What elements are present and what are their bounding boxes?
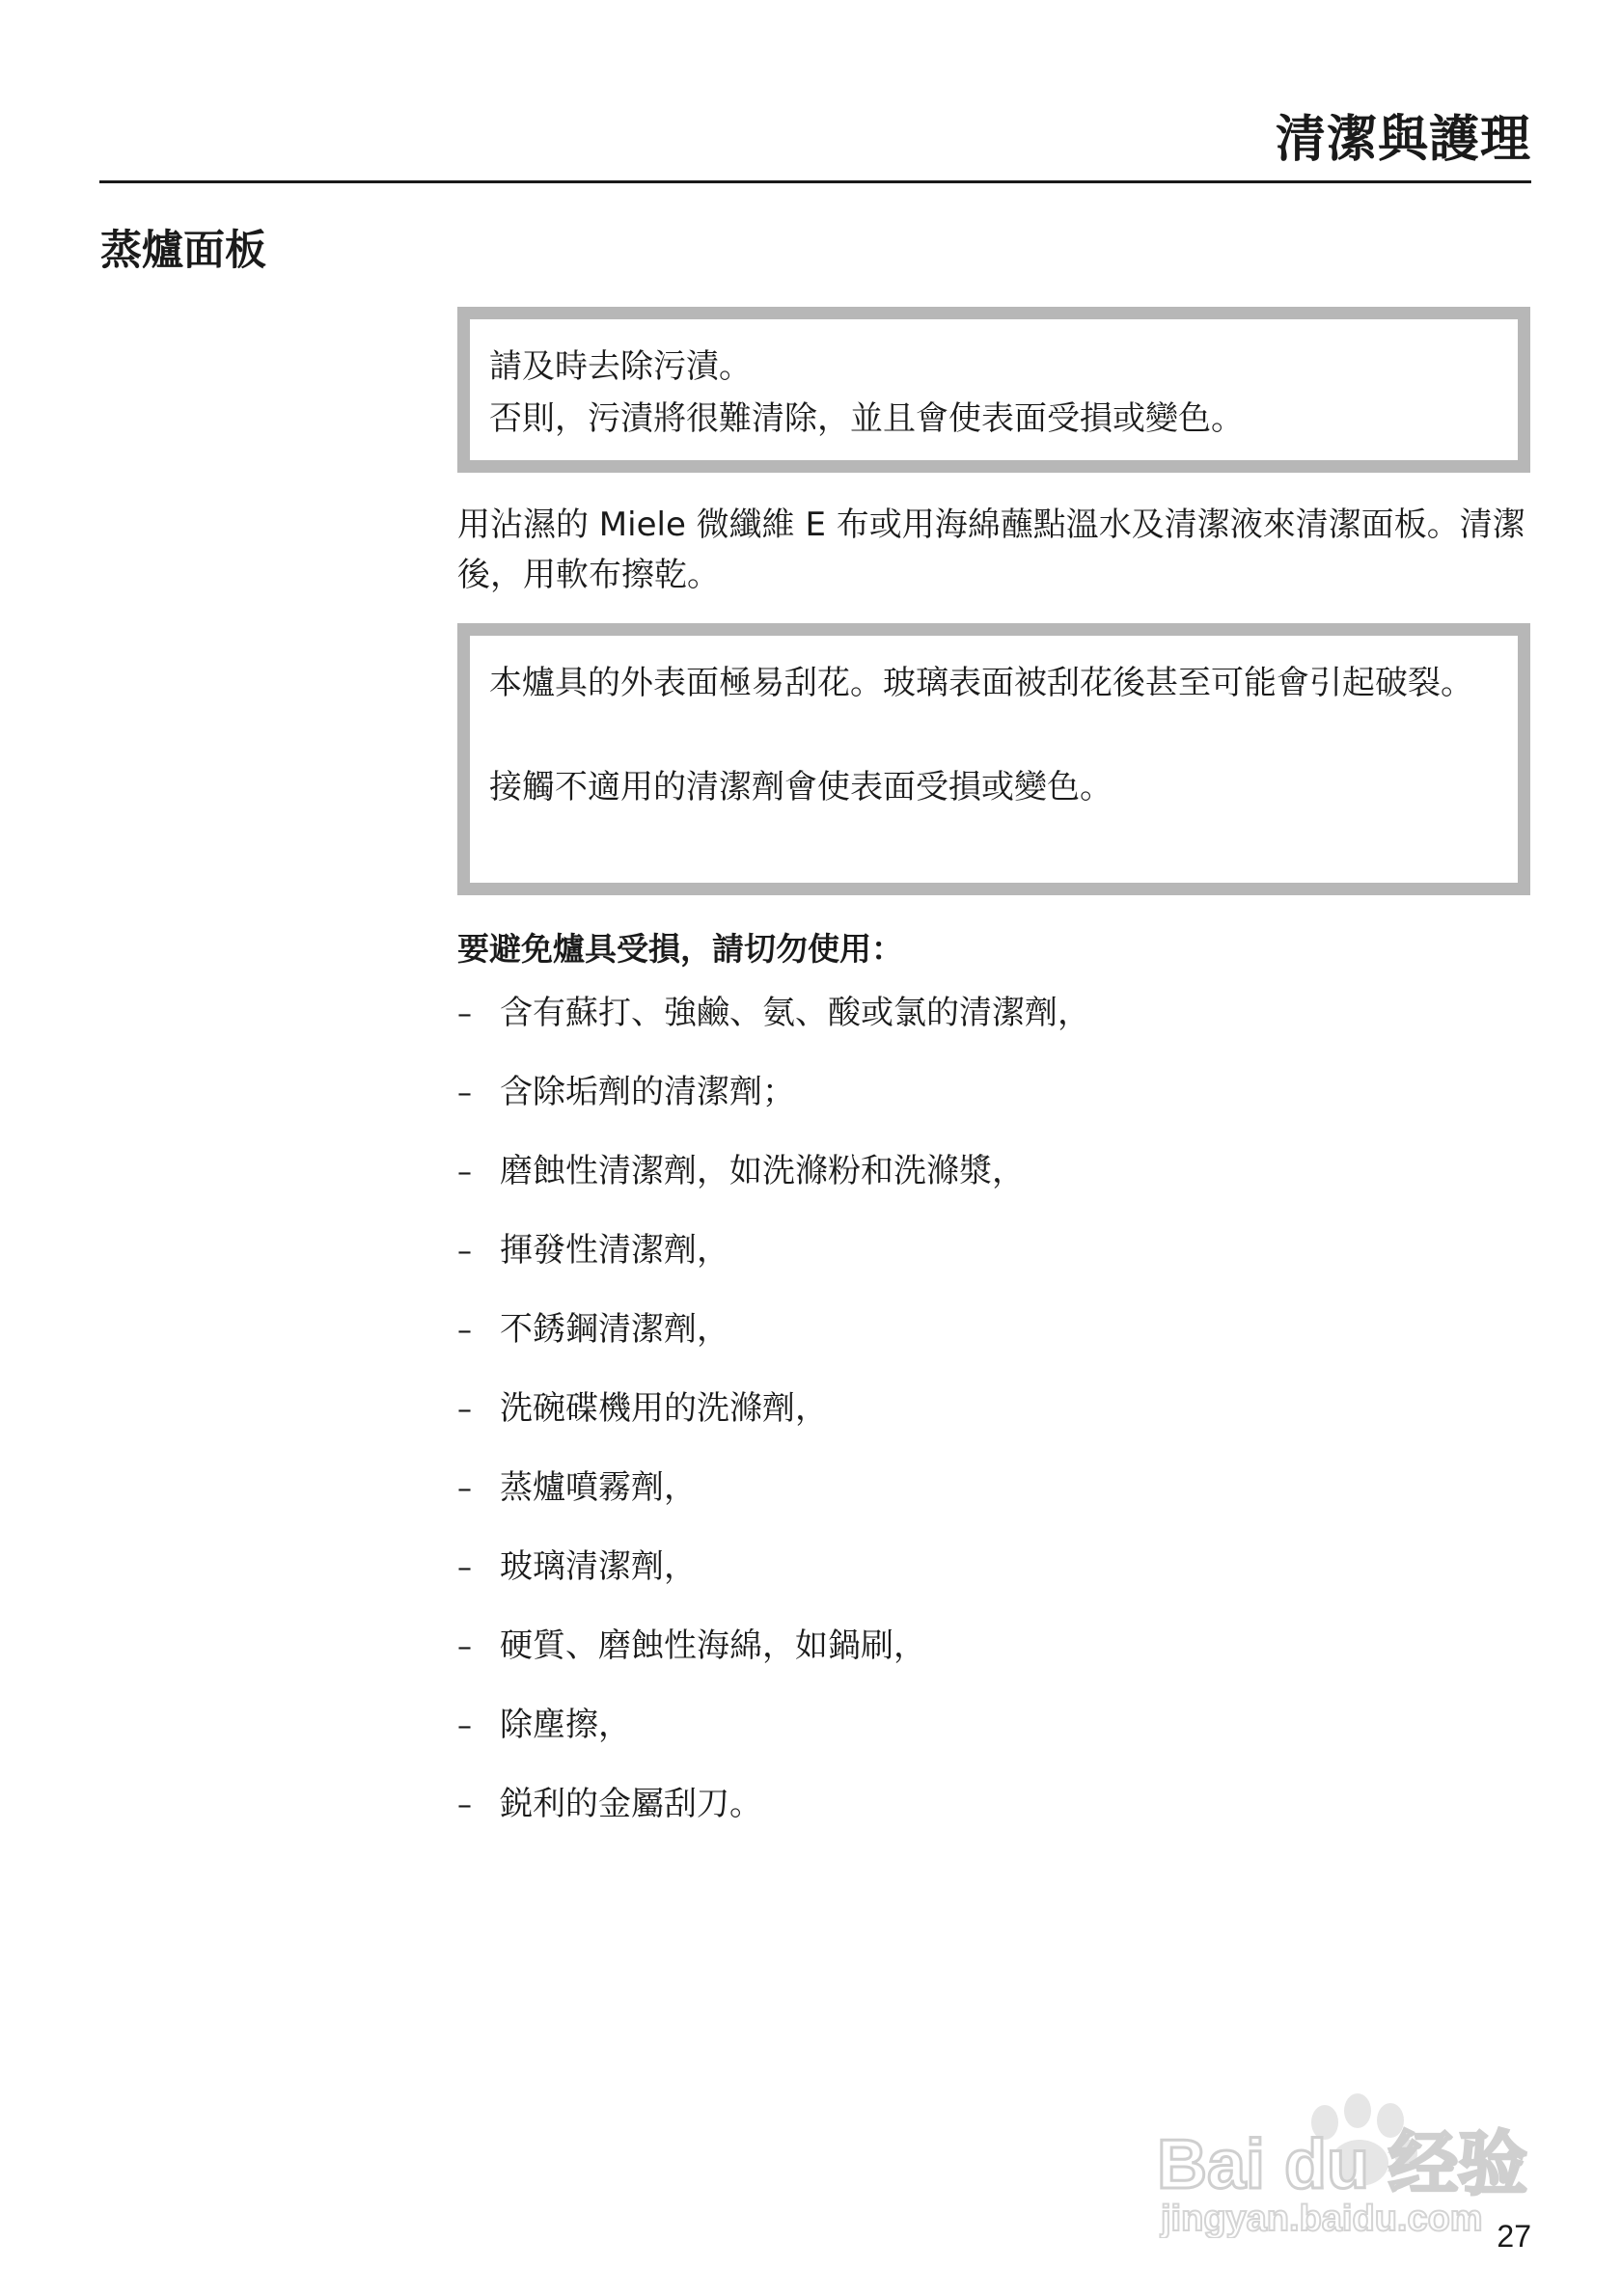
list-item-text: 鋭利的金屬刮刀。 — [500, 1785, 762, 1823]
caution-box — [457, 623, 1530, 895]
baidu-jingyan-watermark — [1153, 2064, 1539, 2238]
dash-bullet: – — [457, 998, 472, 1031]
watermark-brand: Bai du 经验 — [1157, 2126, 1528, 2203]
list-item — [457, 1225, 1530, 1304]
list-item-text: 不銹鋼清潔劑， — [500, 1310, 729, 1349]
list-item — [457, 1383, 1530, 1462]
dash-bullet: – — [457, 1156, 472, 1189]
chapter-title: 清潔與護理 — [1275, 111, 1531, 169]
list-item — [457, 988, 1530, 1067]
list-item-text: 蒸爐噴霧劑， — [500, 1468, 697, 1507]
dash-bullet: – — [457, 1709, 472, 1743]
list-item — [457, 1462, 1530, 1542]
caution-paragraph-1: 本爐具的外表面極易刮花。玻璃表面被刮花後甚至可能會引起破裂。 — [489, 664, 1473, 702]
header-rule — [99, 180, 1531, 183]
list-item-text: 含除垢劑的清潔劑； — [500, 1073, 795, 1111]
dash-bullet: – — [457, 1393, 472, 1427]
avoid-list-heading: 要避免爐具受損，請切勿使用： — [457, 930, 903, 968]
list-item — [457, 1700, 1530, 1779]
list-item-text: 揮發性清潔劑， — [500, 1231, 729, 1270]
cleaning-instructions: 用沾濕的 Miele 微纖維 E 布或用海綿蘸點溫水及清潔液來清潔面板。清潔後，用軟布擦乾。 — [457, 506, 1525, 594]
warning-line-2: 否則，污漬將很難清除，並且會使表面受損或變色。 — [489, 399, 1244, 438]
list-item — [457, 1542, 1530, 1621]
list-item-text: 除塵擦， — [500, 1706, 631, 1744]
list-item-text: 磨蝕性清潔劑，如洗滌粉和洗滌漿， — [500, 1152, 1025, 1190]
dash-bullet: – — [457, 1235, 472, 1269]
dash-bullet: – — [457, 1077, 472, 1110]
list-item — [457, 1779, 1530, 1858]
dash-bullet: – — [457, 1472, 472, 1506]
section-title: 蒸爐面板 — [100, 227, 266, 275]
list-item — [457, 1304, 1530, 1383]
list-item-text: 硬質、磨蝕性海綿，如鍋刷， — [500, 1626, 926, 1665]
list-item-text: 含有蘇打、強鹼、氨、酸或氯的清潔劑， — [500, 994, 1090, 1032]
dash-bullet: – — [457, 1551, 472, 1585]
avoid-list — [457, 988, 1530, 1858]
dash-bullet: – — [457, 1314, 472, 1348]
list-item — [457, 1067, 1530, 1146]
caution-paragraph-2: 接觸不適用的清潔劑會使表面受損或變色。 — [489, 768, 1113, 806]
list-item-text: 玻璃清潔劑， — [500, 1547, 697, 1586]
paragraph-gap — [489, 709, 1498, 761]
list-item-text: 洗碗碟機用的洗滌劑， — [500, 1389, 828, 1428]
warning-box — [457, 307, 1530, 473]
dash-bullet: – — [457, 1789, 472, 1822]
warning-line-1: 請及時去除污漬。 — [489, 347, 752, 386]
watermark-url: jingyan.baidu.com — [1161, 2199, 1483, 2238]
dash-bullet: – — [457, 1630, 472, 1664]
main-content — [457, 307, 1530, 1858]
page-number: 27 — [1497, 2219, 1531, 2254]
list-item — [457, 1146, 1530, 1225]
list-item — [457, 1621, 1530, 1700]
